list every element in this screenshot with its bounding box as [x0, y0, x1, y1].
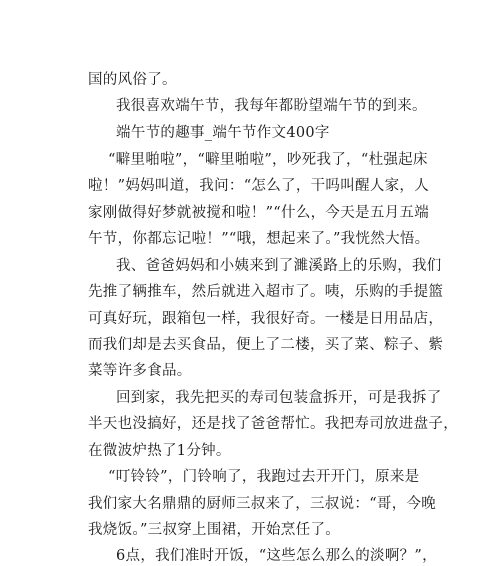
text-line: 菜等许多食品。: [88, 363, 192, 379]
section-heading: 端午节的趣事_端午节作文400字: [116, 125, 330, 141]
text-line: 6点，我们准时开饭，“这些怎么那么的淡啊？”，: [116, 548, 437, 564]
text-line: 回到家，我先把买的寿司包装盒拆开，可是我拆了: [116, 390, 442, 406]
text-line: “叮铃铃”，门铃响了，我跑过去开开门，原来是: [108, 469, 420, 485]
text-line: 家刚做得好梦就被搅和啦！”“什么，今天是五月五端: [88, 205, 430, 221]
text-line: 国的风俗了。: [88, 72, 177, 88]
text-line: 啦！”妈妈叫道，我问：“怎么了，干吗叫醒人家，人: [88, 178, 430, 194]
text-line: 半天也没搞好，还是找了爸爸帮忙。我把寿司放进盘子，: [88, 416, 458, 432]
text-line: 我、爸爸妈妈和小姨来到了濉溪路上的乐购，我们: [116, 258, 442, 274]
text-line: 午节，你都忘记啦！”“哦，想起来了。”我恍然大悟。: [88, 231, 430, 247]
text-line: 我很喜欢端午节，我每年都盼望端午节的到来。: [116, 98, 427, 114]
text-line: 我烧饭。”三叔穿上围裙，开始烹任了。: [88, 522, 341, 538]
text-line: 我们家大名鼎鼎的厨师三叔来了，三叔说：“哥，今晚: [88, 496, 437, 512]
text-line: 而我们却是去买食品，便上了二楼，买了菜、粽子、紫: [88, 337, 444, 353]
text-line: “噼里啪啦”，“噼里啪啦”，吵死我了，“杜强起床: [108, 152, 428, 168]
text-line: 先推了辆推车，然后就进入超市了。咦，乐购的手提篮: [88, 284, 444, 300]
text-line: 在微波炉热了1分钟。: [88, 443, 231, 459]
text-line: 可真好玩，跟箱包一样，我很好奇。一楼是日用品店，: [88, 311, 444, 327]
